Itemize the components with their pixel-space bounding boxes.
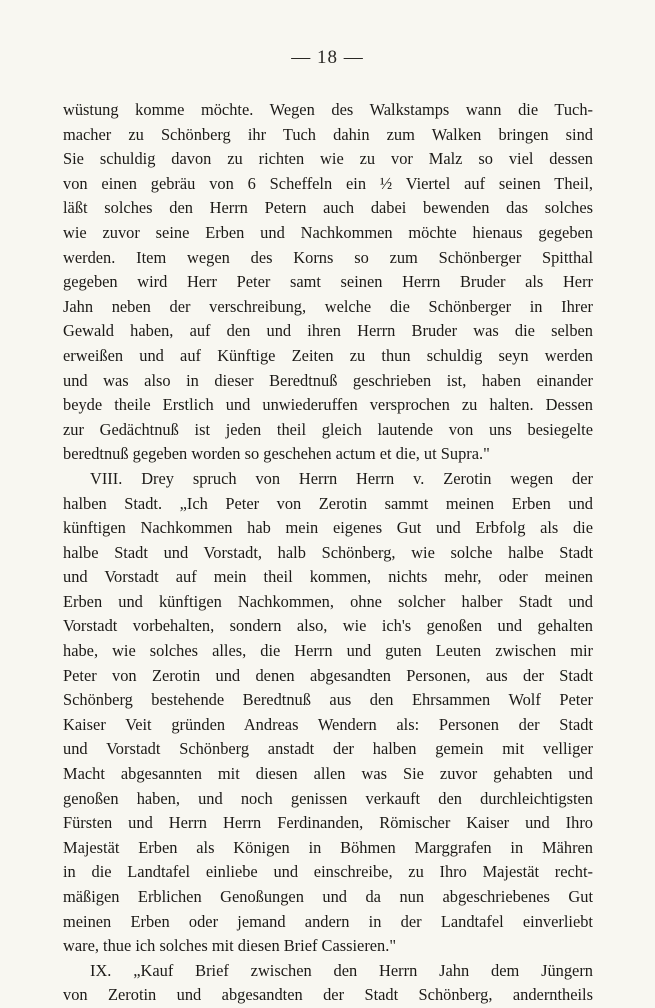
text-line: Macht abgesannten mit diesen allen was Sie zuvor gehabten und bbox=[63, 764, 593, 784]
text-line: gegeben wird Herr Peter samt seinen Herrn Bruder als Herr bbox=[63, 272, 593, 292]
text-line: und was also in dieser Beredtnuß geschrieben ist, haben einander bbox=[63, 370, 593, 390]
text-line: meinen Erben oder jemand andern in der Landtafel einverliebt bbox=[63, 911, 593, 931]
text-line: mäßigen Erblichen Genoßungen und da nun abgeschriebenes Gut bbox=[63, 887, 593, 906]
text-line: beredtnuß gegeben worden so geschehen actum et die, ut Supra." bbox=[63, 444, 490, 464]
text-line: erweißen und auf Künftige Zeiten zu thun schuldig seyn werden bbox=[63, 345, 593, 365]
text-line: künftigen Nachkommen hab mein eigenes Gut und Erbfolg als die bbox=[63, 518, 593, 538]
text-line: in die Landtafel einliebe und einschreibe, zu Ihro Majestät recht- bbox=[63, 862, 593, 882]
text-line: VIII. Drey spruch von Herrn Herrn v. Zerotin wegen der bbox=[90, 468, 593, 488]
text-line: Peter von Zerotin und denen abgesandten Personen, aus der Stadt bbox=[63, 665, 593, 685]
text-line: Gewald haben, auf den und ihren Herrn Bruder was die selben bbox=[63, 321, 593, 341]
text-line: und Vorstadt auf mein theil kommen, nichts mehr, oder meinen bbox=[63, 567, 593, 587]
text-line: läßt solches den Herrn Petern auch dabei bewenden das solches bbox=[63, 198, 593, 218]
text-line: wüstung komme möchte. Wegen des Walkstamps wann die Tuch- bbox=[63, 100, 593, 119]
text-line: wie zuvor seine Erben und Nachkommen möchte hienaus gegeben bbox=[63, 222, 593, 242]
text-line: halbe Stadt und Vorstadt, halb Schönberg, wie solche halbe Stadt bbox=[63, 542, 593, 562]
text-line: ware, thue ich solches mit diesen Brief Cassieren." bbox=[63, 936, 397, 956]
text-line: habe, wie solches alles, die Herrn und guten Leuten zwischen mir bbox=[63, 641, 593, 661]
text-line: macher zu Schönberg ihr Tuch dahin zum Walken bringen sind bbox=[63, 124, 593, 144]
text-line: Erben und künftigen Nachkommen, ohne solcher halber Stadt und bbox=[63, 591, 593, 611]
text-line: Sie schuldig davon zu richten wie zu vor Malz so viel dessen bbox=[63, 149, 593, 169]
text-line: zur Gedächtnuß ist jeden theil gleich lautende von uns besiegelte bbox=[63, 419, 593, 439]
body-text bbox=[63, 98, 593, 1008]
text-line: genoßen haben, und noch genissen verkauft den durchleichtigsten bbox=[63, 788, 593, 808]
text-line: und Vorstadt Schönberg anstadt der halben gemein mit velliger bbox=[63, 739, 593, 759]
text-line: Jahn neben der verschreibung, welche die Schönberger in Ihrer bbox=[63, 296, 593, 316]
text-line: beyde theile Erstlich und unwiederuffen versprochen zu halten. Dessen bbox=[63, 395, 593, 415]
text-line: halben Stadt. „Ich Peter von Zerotin sammt meinen Erben und bbox=[63, 493, 593, 513]
text-line: Schönberg bestehende Beredtnuß aus den Ehrsammen Wolf Peter bbox=[63, 690, 593, 710]
text-line: Fürsten und Herrn Herrn Ferdinanden, Römischer Kaiser und Ihro bbox=[63, 813, 593, 833]
text-line: werden. Item wegen des Korns so zum Schönberger Spitthal bbox=[63, 247, 593, 267]
text-line: Vorstadt vorbehalten, sondern also, wie ich's genoßen und gehalten bbox=[63, 616, 593, 636]
text-line: Majestät Erben als Königen in Böhmen Marggrafen in Mähren bbox=[63, 837, 593, 857]
text-line: von einen gebräu von 6 Scheffeln ein ½ Viertel auf seinen Theil, bbox=[63, 173, 593, 193]
text-line: IX. „Kauf Brief zwischen den Herrn Jahn dem Jüngern bbox=[90, 960, 593, 980]
page-number: — 18 — bbox=[291, 47, 364, 68]
text-line: von Zerotin und abgesandten der Stadt Schönberg, anderntheils bbox=[63, 985, 593, 1005]
text-line: Kaiser Veit gründen Andreas Wendern als: Personen der Stadt bbox=[63, 714, 593, 734]
